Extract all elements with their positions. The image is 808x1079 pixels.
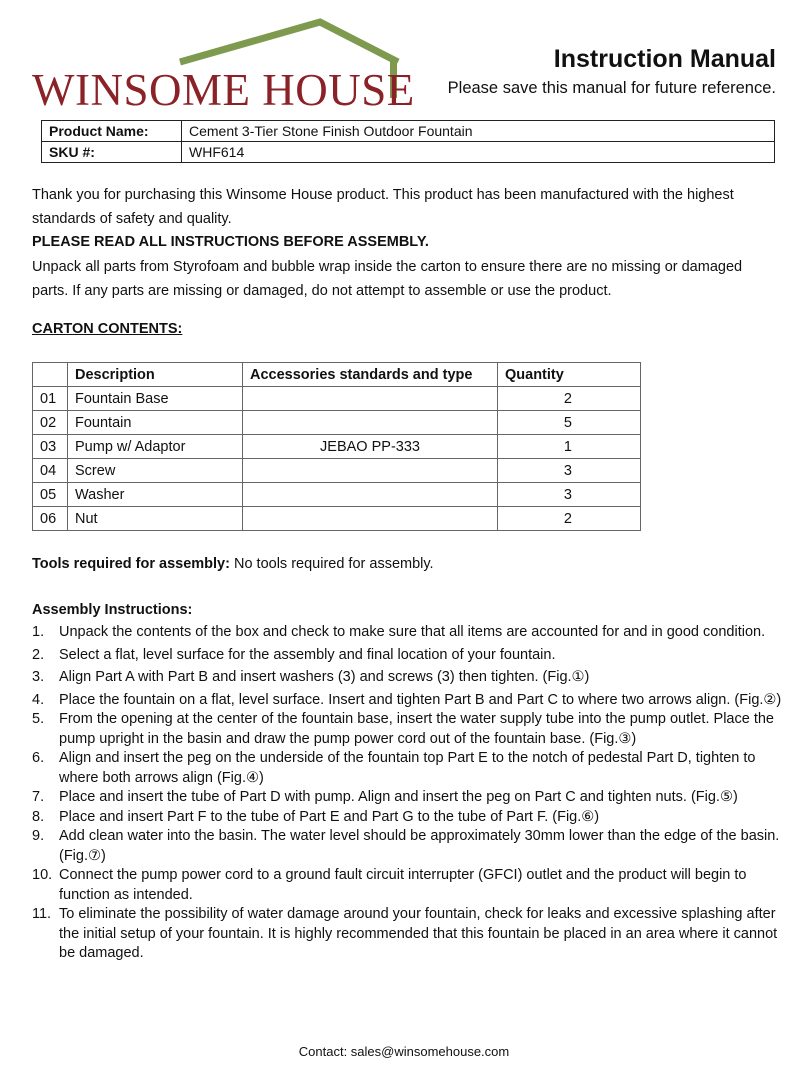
table-cell: [243, 459, 498, 483]
table-cell: 2: [498, 507, 641, 531]
read-all-notice: PLEASE READ ALL INSTRUCTIONS BEFORE ASSEMBLY.: [32, 234, 429, 250]
intro-thanks: Thank you for purchasing this Winsome House product. This product has been manufactured with the highest standards of safety and quality.: [32, 187, 734, 227]
step-text: Place and insert Part F to the tube of Part E and Part G to the tube of Part F. (Fig.⑥): [59, 808, 600, 825]
step-text: Unpack the contents of the box and check to make sure that all items are accounted for and in good condition.: [59, 624, 766, 640]
step-text: Add clean water into the basin. The water level should be approximately 30mm lower than the edge of the basin. (Fig.⑦): [59, 828, 780, 864]
list-item: [32, 808, 782, 828]
brand-name: WINSOME HOUSE: [32, 65, 415, 115]
list-item: [32, 623, 782, 643]
step-text: Align Part A with Part B and insert washers (3) and screws (3) then tighten. (Fig.①): [59, 669, 590, 685]
table-cell: [243, 387, 498, 411]
table-cell: [243, 483, 498, 507]
table-cell: 2: [498, 387, 641, 411]
step-number: 8.: [32, 808, 45, 825]
table-cell: Nut: [68, 507, 243, 531]
column-header: Description: [68, 363, 243, 387]
table-cell: Screw: [68, 459, 243, 483]
list-item: [32, 866, 782, 905]
step-number: 2.: [32, 646, 45, 663]
list-item: [32, 749, 782, 788]
step-number: 4.: [32, 691, 45, 708]
tools-text: No tools required for assembly.: [229, 556, 434, 572]
step-number: 9.: [32, 828, 45, 844]
table-cell: Pump w/ Adaptor: [68, 435, 243, 459]
list-item: [32, 646, 782, 666]
table-cell: 04: [33, 459, 68, 483]
product-name-label: Product Name:: [42, 121, 182, 142]
footer-contact: Contact: sales@winsomehouse.com: [298, 1044, 510, 1059]
step-text: Select a flat, level surface for the assembly and final location of your fountain.: [59, 646, 556, 663]
table-cell: JEBAO PP-333: [243, 435, 498, 459]
step-text: To eliminate the possibility of water damage around your fountain, check for leaks and excessive splashing after the initial setup of your fountain. It is highly recommended that this fountain be placed in an area where it cannot be damaged.: [59, 906, 778, 961]
column-header: Accessories standards and type: [243, 363, 498, 387]
list-item: [32, 691, 782, 711]
step-number: 5.: [32, 711, 45, 727]
column-header: [33, 363, 68, 387]
table-row: [33, 387, 641, 411]
table-cell: 03: [33, 435, 68, 459]
brand-logo: [30, 18, 415, 115]
step-text: Align and insert the peg on the underside of the fountain top Part E to the notch of pedestal Part D, tighten to where both arrows align (Fig.④): [59, 750, 756, 786]
table-cell: 5: [498, 411, 641, 435]
sku-value: WHF614: [182, 142, 775, 163]
list-item: [32, 668, 782, 688]
carton-contents-table: [32, 362, 641, 531]
table-cell: Washer: [68, 483, 243, 507]
step-number: 1.: [32, 624, 45, 640]
table-cell: 01: [33, 387, 68, 411]
page-subtitle: Please save this manual for future reference.: [447, 79, 776, 97]
table-cell: Fountain Base: [68, 387, 243, 411]
intro-unpack: Unpack all parts from Styrofoam and bubble wrap inside the carton to ensure there are no missing or damaged parts. If any parts are missing or damaged, do not attempt to assemble or use the product.: [32, 259, 743, 299]
column-header: Quantity: [498, 363, 641, 387]
table-header-row: [33, 363, 641, 387]
product-info-table: [41, 120, 775, 163]
assembly-heading: Assembly Instructions:: [32, 602, 193, 618]
step-text: Place and insert the tube of Part D with pump. Align and insert the peg on Part C and tighten nuts. (Fig.⑤): [59, 789, 738, 805]
table-row: [33, 459, 641, 483]
step-text: Place the fountain on a flat, level surface. Insert and tighten Part B and Part C to where two arrows align. (Fig.②): [59, 691, 782, 708]
table-row: [33, 483, 641, 507]
step-number: 6.: [32, 750, 45, 766]
page-title: Instruction Manual: [553, 45, 776, 73]
list-item: [32, 788, 782, 808]
step-number: 3.: [32, 669, 45, 685]
sku-label: SKU #:: [42, 142, 182, 163]
table-cell: 1: [498, 435, 641, 459]
list-item: [32, 905, 782, 964]
tools-required: [32, 553, 782, 577]
step-text: From the opening at the center of the fountain base, insert the water supply tube into the pump outlet. Place the pump upright in the basin and draw the pump power cord out of the fountain base. (Fig.③): [59, 711, 774, 747]
table-cell: 06: [33, 507, 68, 531]
table-row: [42, 121, 775, 142]
carton-heading: CARTON CONTENTS:: [32, 321, 183, 337]
step-number: 7.: [32, 789, 45, 805]
list-item: [32, 827, 782, 866]
table-row: [33, 507, 641, 531]
table-cell: [243, 411, 498, 435]
table-row: [33, 411, 641, 435]
table-cell: 05: [33, 483, 68, 507]
assembly-steps: [32, 623, 782, 964]
table-row: [33, 435, 641, 459]
step-number: 11.: [32, 906, 52, 922]
tools-label: Tools required for assembly:: [32, 556, 230, 572]
table-cell: 02: [33, 411, 68, 435]
table-cell: 3: [498, 459, 641, 483]
step-number: 10.: [32, 867, 53, 883]
step-text: Connect the pump power cord to a ground fault circuit interrupter (GFCI) outlet and the product will begin to function as intended.: [59, 867, 747, 903]
table-row: [42, 142, 775, 163]
table-cell: [243, 507, 498, 531]
list-item: [32, 710, 782, 749]
table-cell: 3: [498, 483, 641, 507]
product-name-value: Cement 3-Tier Stone Finish Outdoor Fountain: [182, 121, 775, 142]
table-cell: Fountain: [68, 411, 243, 435]
